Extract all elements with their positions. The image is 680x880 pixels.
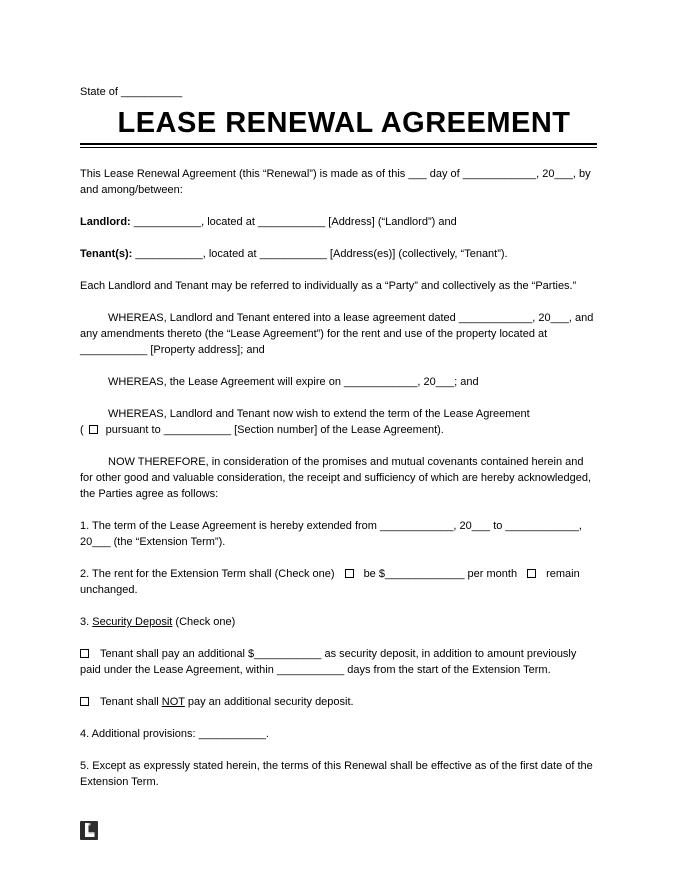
title-rule-thick-line xyxy=(80,143,597,145)
item-5-line-2: Extension Term. xyxy=(80,776,159,788)
deposit-option-none xyxy=(80,694,608,710)
deposit-option-additional-line-2: paid under the Lease Agreement, within ___________ days from the start of the Extension Term. xyxy=(80,664,551,676)
landlord-line xyxy=(80,214,608,230)
whereas-extension-line-2: pursuant to ___________ [Section number] of the Lease Agreement). xyxy=(105,424,444,436)
item-1-term xyxy=(80,518,608,550)
deposit-option-additional-line-1: Tenant shall pay an additional $___________ as security deposit, in addition to amount previously xyxy=(100,648,577,660)
legaltemplates-logo xyxy=(80,821,98,840)
item-4-additional-provisions: 4. Additional provisions: ___________. xyxy=(80,728,269,740)
item-5-line-1: 5. Except as expressly stated herein, the terms of this Renewal shall be effective as of the first date of the xyxy=(80,760,593,772)
title-rule xyxy=(80,143,597,148)
whereas-lease-line-3: ___________ [Property address]; and xyxy=(80,344,265,356)
now-therefore-line-3: the Parties agree as follows: xyxy=(80,488,219,500)
pursuant-section-checkbox[interactable] xyxy=(89,425,98,434)
deposit-option-none-not: NOT xyxy=(161,696,185,708)
landlord-label: Landlord: xyxy=(80,216,131,228)
title-rule-thin-line xyxy=(80,147,597,148)
whereas-lease-paragraph xyxy=(80,310,608,358)
state-line: State of __________ xyxy=(80,86,183,98)
now-therefore-line-2: for other good and valuable consideration, the receipt and sufficiency of which are hereby acknowledged, xyxy=(80,472,592,484)
open-paren: ( xyxy=(80,424,84,436)
deposit-option-none-post: pay an additional security deposit. xyxy=(187,696,354,708)
rent-unchanged-checkbox[interactable] xyxy=(527,569,536,578)
item-3-underlined-title: Security Deposit xyxy=(92,616,173,628)
tenant-details: ___________, located at ___________ [Address(es)] (collectively, “Tenant”). xyxy=(135,248,508,260)
item-2-option-amount: be $_____________ per month xyxy=(363,568,518,580)
item-1-line-1: 1. The term of the Lease Agreement is hereby extended from ____________, 20___ to ____________, xyxy=(80,520,582,532)
whereas-expiry-paragraph: WHEREAS, the Lease Agreement will expire on ____________, 20___; and xyxy=(108,376,479,388)
tenant-label: Tenant(s): xyxy=(80,248,133,260)
logo-l-icon xyxy=(80,821,98,840)
item-3-number: 3. xyxy=(80,616,90,628)
item-2-line-2: unchanged. xyxy=(80,584,138,596)
whereas-lease-line-1: WHEREAS, Landlord and Tenant entered into a lease agreement dated ____________, 20___, and xyxy=(108,312,594,324)
landlord-details: ___________, located at ___________ [Address] (“Landlord”) and xyxy=(133,216,457,228)
intro-line-2: and among/between: xyxy=(80,184,183,196)
rent-amount-checkbox[interactable] xyxy=(345,569,354,578)
item-2-option-remain: remain xyxy=(546,568,580,580)
whereas-lease-line-2: any amendments thereto (the “Lease Agreement”) for the rent and use of the property located at xyxy=(80,328,548,340)
no-additional-deposit-checkbox[interactable] xyxy=(80,697,89,706)
parties-line: Each Landlord and Tenant may be referred to individually as a “Party” and collectively as the “Parties.” xyxy=(80,280,577,292)
deposit-option-additional xyxy=(80,646,608,678)
item-3-check-one: (Check one) xyxy=(175,616,236,628)
page-title: LEASE RENEWAL AGREEMENT xyxy=(117,107,571,139)
intro-line-1: This Lease Renewal Agreement (this “Renewal”) is made as of this ___ day of ____________, 20___, by xyxy=(80,168,591,180)
now-therefore-paragraph xyxy=(80,454,608,502)
deposit-option-none-pre: Tenant shall xyxy=(100,696,159,708)
whereas-extension-line-1: WHEREAS, Landlord and Tenant now wish to extend the term of the Lease Agreement xyxy=(108,408,530,420)
tenant-line xyxy=(80,246,608,262)
item-3-security-deposit-heading xyxy=(80,614,608,630)
intro-paragraph xyxy=(80,166,608,198)
document-content xyxy=(80,84,608,806)
now-therefore-line-1: NOW THEREFORE, in consideration of the promises and mutual covenants contained herein and xyxy=(108,456,584,468)
item-2-rent xyxy=(80,566,608,598)
whereas-extension-paragraph xyxy=(80,406,608,438)
item-2-lead: 2. The rent for the Extension Term shall (Check one) xyxy=(80,568,335,580)
item-1-line-2: 20___ (the “Extension Term”). xyxy=(80,536,226,548)
item-5-effective xyxy=(80,758,608,790)
additional-deposit-checkbox[interactable] xyxy=(80,649,89,658)
